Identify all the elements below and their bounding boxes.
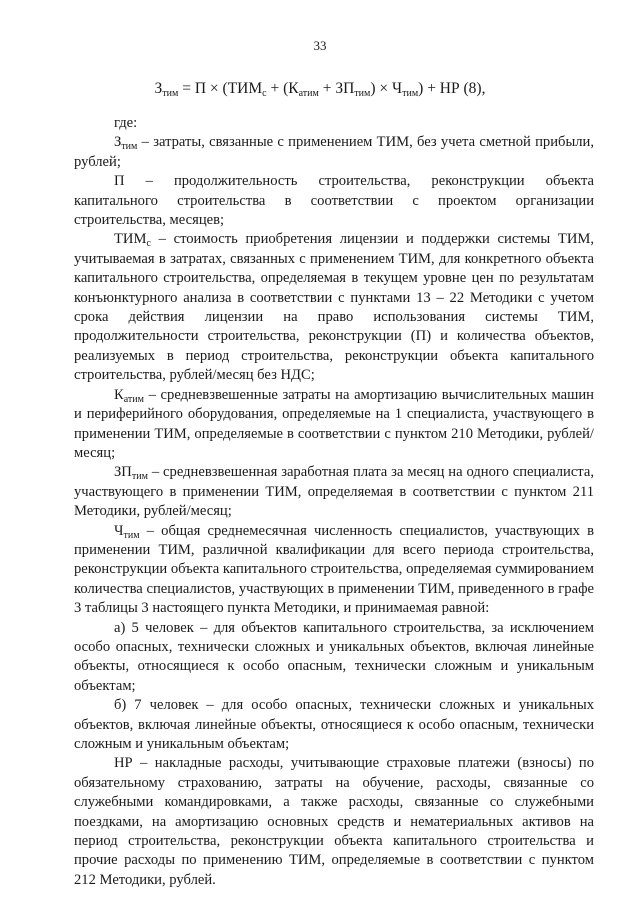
- formula-sub: тим: [162, 88, 179, 99]
- term-definition: – накладные расходы, учитывающие страховые платежи (взносы) по обязательному страхованию, затраты на обучение, расходы, связанные со служебными командировками, а также расходы, связанные со служебными поездками, на амортизацию основных средств и нематериальных активов на период строительства, реконструкции объекта капитального строительства и прочие расходы по применению ТИМ, определяемые в соответствии с пунктом 212 Методики, рублей.: [74, 755, 594, 888]
- where-label: где:: [114, 115, 138, 131]
- term-p: [74, 172, 594, 230]
- document-body: [74, 114, 594, 890]
- term-symbol: НР: [114, 755, 133, 772]
- term-ch: [74, 522, 594, 619]
- term-definition: – стоимость приобретения лицензии и поддержки системы ТИМ, учитываемая в затратах, связанных с применением ТИМ, для конкретного объекта капитального строительства, определяемая в текущем уровне цен по результатам конъюнктурного анализа в соответствии с пунктами 13 – 22 Методики с учетом срока действия лицензии на право использования системы ТИМ, продолжительности строительства, реконструкции (П) и количества объектов, реализуемых в период строительства, реконструкции объекта капитального строительства, рублей/месяц без НДС;: [74, 231, 594, 384]
- formula-part: З: [154, 80, 163, 97]
- term-k: [74, 386, 594, 464]
- formula-sub: с: [262, 88, 267, 99]
- formula-sub: тим: [402, 88, 419, 99]
- term-symbol: К: [114, 386, 124, 403]
- term-subscript: с: [146, 238, 151, 250]
- term-symbol: ЗП: [114, 464, 132, 481]
- term-nr: [74, 754, 594, 890]
- term-zp: [74, 463, 594, 521]
- term-subscript: тим: [123, 529, 140, 541]
- term-symbol: Ч: [114, 522, 124, 539]
- formula-8: [0, 80, 640, 99]
- formula-part: + ЗП: [318, 80, 355, 97]
- formula-sub: тим: [354, 88, 371, 99]
- page-number: 33: [313, 38, 327, 53]
- formula-part: = П × (ТИМ: [178, 80, 263, 97]
- formula-part: + (К: [266, 80, 299, 97]
- term-symbol: ТИМ: [114, 231, 147, 248]
- list-item-b: б) 7 человек – для особо опасных, технически сложных и уникальных объектов, включая линейные объекты, относящиеся к особо опасным, технически сложным и уникальным объектам;: [74, 697, 594, 752]
- list-item-a: а) 5 человек – для объектов капитального строительства, за исключением особо опасных, технически сложных и уникальных объектов, включая линейные объекты, относящиеся к особо опасным, технически сложным и уникальным объектам;: [74, 619, 594, 694]
- formula-sub: атим: [298, 88, 319, 99]
- term-definition: – общая среднемесячная численность специалистов, участвующих в применении ТИМ, различной квалификации для всего периода строительства, реконструкции объекта капитального строительства, определяемая суммированием количества специалистов, участвующих в применении ТИМ, приведенного в графе 3 таблицы 3 настоящего пункта Методики, и принимаемая равной:: [74, 522, 594, 617]
- term-subscript: тим: [131, 471, 148, 483]
- formula-part: ) × Ч: [370, 80, 403, 97]
- term-definition: – продолжительность строительства, реконструкции объекта капитального строительства в соответствии с проектом организации строительства, месяцев;: [74, 173, 594, 229]
- term-definition: – затраты, связанные с применением ТИМ, без учета сметной прибыли, рублей;: [74, 134, 594, 170]
- term-subscript: тим: [121, 141, 138, 153]
- term-symbol: З: [114, 134, 122, 151]
- term-definition: – средневзвешенная заработная плата за месяц на одного специалиста, участвующего в применении ТИМ, определяемая в соответствии с пунктом 211 Методики, рублей/месяц;: [74, 464, 594, 520]
- formula-part: ) + НР (8),: [418, 80, 486, 97]
- term-z: [74, 133, 594, 172]
- term-definition: – средневзвешенные затраты на амортизацию вычислительных машин и периферийного оборудования, определяемые на 1 специалиста, участвующего в применении ТИМ, определяемые в соответствии с пунктом 210 Методики, рублей/месяц;: [74, 386, 594, 461]
- term-symbol: П: [114, 173, 125, 190]
- term-subscript: атим: [123, 393, 144, 405]
- term-tim: [74, 230, 594, 385]
